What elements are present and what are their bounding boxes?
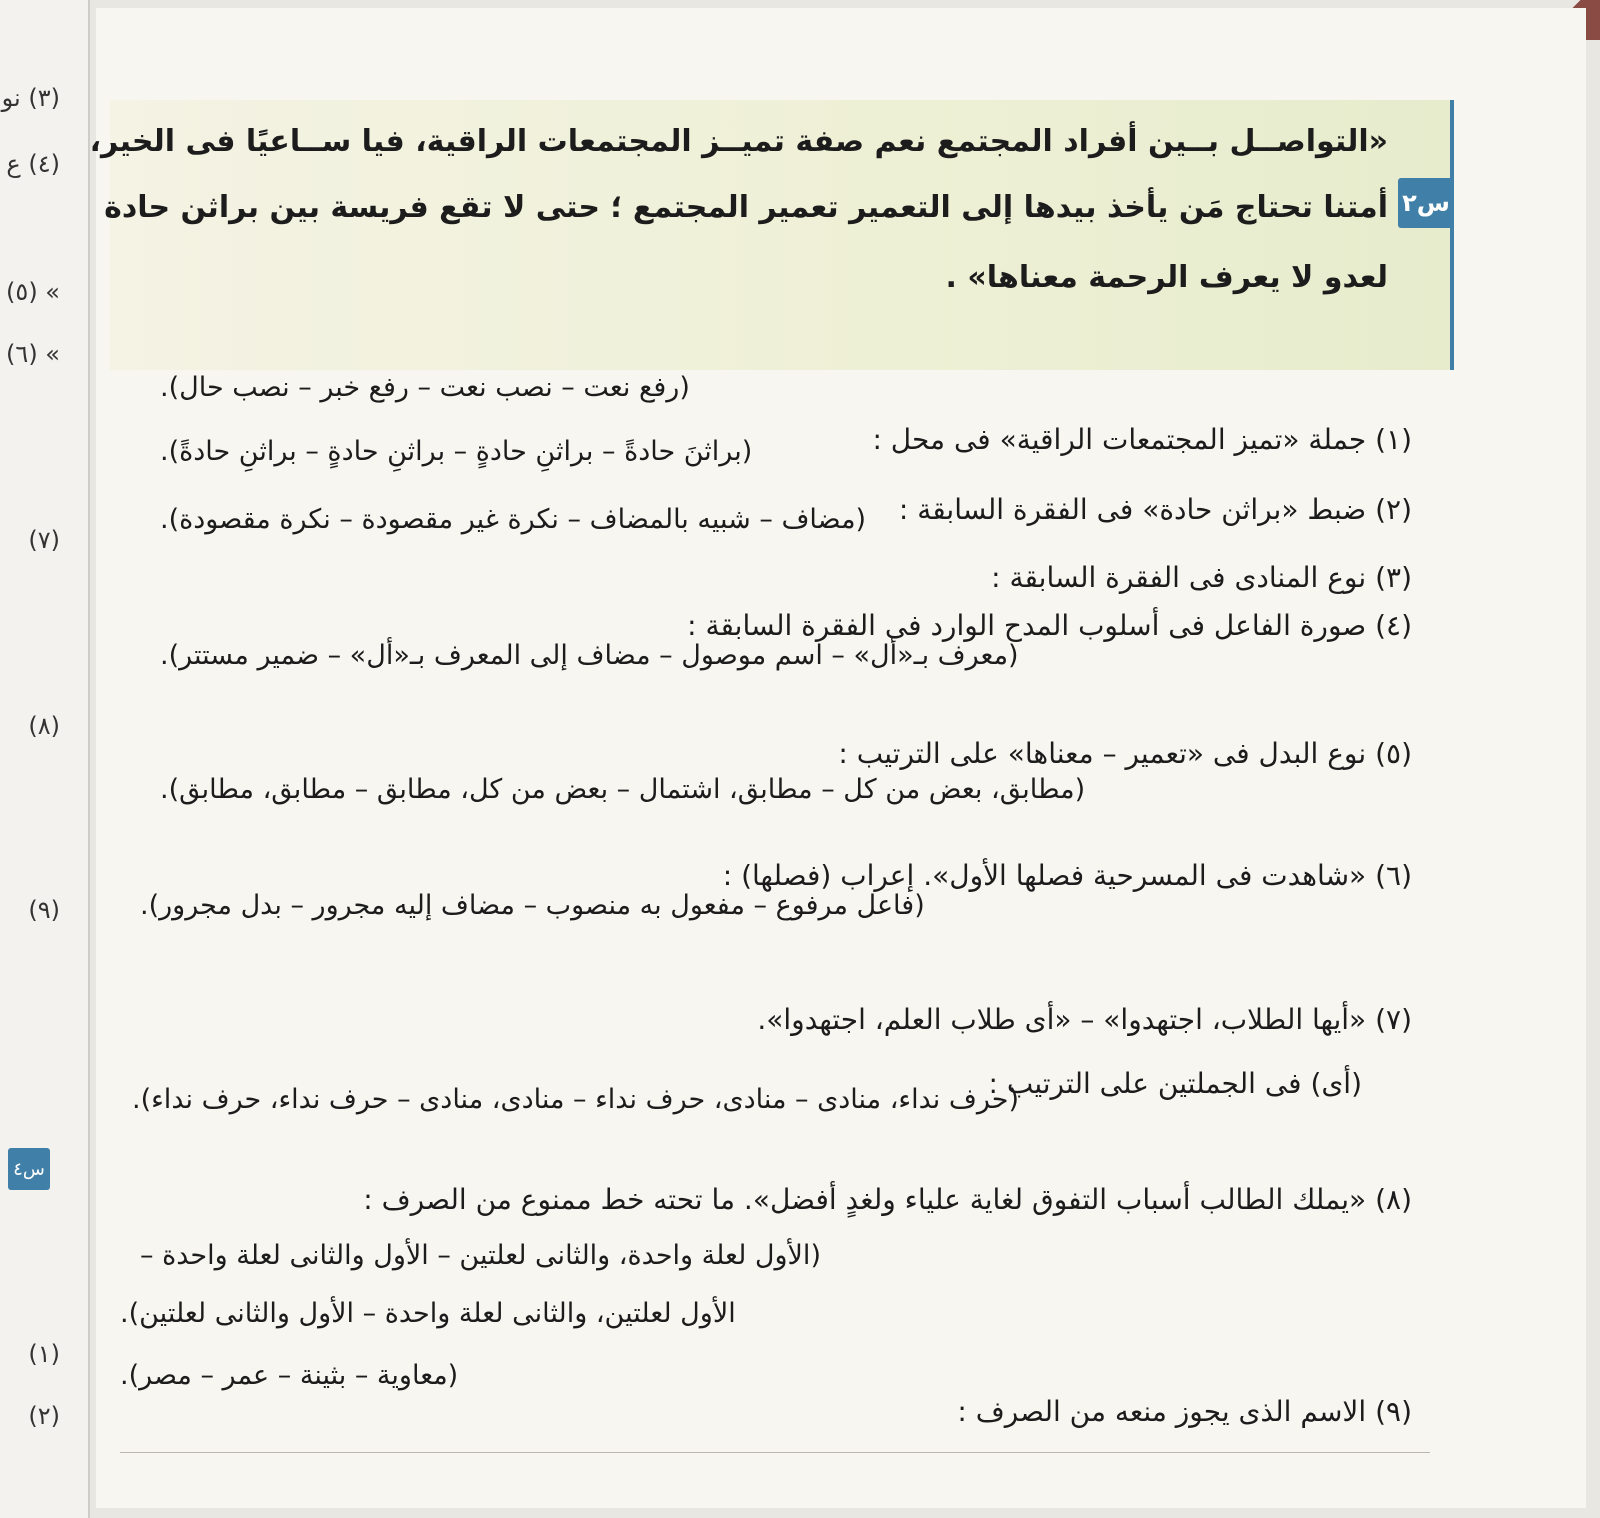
margin-marker: » (٦) xyxy=(6,340,60,368)
question-text: (٨) «يملك الطالب أسباب التفوق لغاية علياء ولغدٍ أفضل». ما تحته خط ممنوع من الصرف : xyxy=(363,1183,1412,1216)
answer-options: (براثنَ حادةً – براثنِ حادةٍ – براثنِ حادةٍ – براثنِ حادةً). xyxy=(160,436,753,467)
question-text: (٢) ضبط «براثن حادة» فى الفقرة السابقة : xyxy=(898,493,1412,526)
question-badge-left: س٤ xyxy=(8,1148,50,1190)
margin-marker: (٨) xyxy=(28,712,60,740)
question-text: (٧) «أيها الطلاب، اجتهدوا» – «أى طلاب العلم، اجتهدوا». xyxy=(757,1003,1412,1036)
question-subtext: (أى) فى الجملتين على الترتيب : xyxy=(988,1067,1362,1100)
answer-options: الأول لعلتين، والثانى لعلة واحدة – الأول والثانى لعلتين). xyxy=(120,1298,736,1329)
margin-marker: (٣) نو xyxy=(1,84,60,112)
question-text: (٣) نوع المنادى فى الفقرة السابقة : xyxy=(991,561,1412,594)
answer-options: (مضاف – شبيه بالمضاف – نكرة غير مقصودة – نكرة مقصودة). xyxy=(160,504,867,535)
question-text: (١) جملة «تميز المجتمعات الراقية» فى محل : xyxy=(872,423,1412,456)
question-text: (٩) الاسم الذى يجوز منعه من الصرف : xyxy=(957,1395,1412,1428)
answer-options: (معرف بـ«أل» – اسم موصول – مضاف إلى المعرف بـ«أل» – ضمير مستتر). xyxy=(160,640,1019,671)
margin-marker: (١) xyxy=(28,1340,60,1368)
margin-marker: (٧) xyxy=(28,526,60,554)
margin-marker: » (٥) xyxy=(6,278,60,306)
margin-marker: (٩) xyxy=(28,896,60,924)
answer-options: (معاوية – بثينة – عمر – مصر). xyxy=(120,1360,459,1391)
margin-marker: (٤) ع xyxy=(6,150,60,178)
answer-options: (فاعل مرفوع – مفعول به منصوب – مضاف إليه مجرور – بدل مجرور). xyxy=(140,890,925,921)
passage-line: لعدو لا يعرف الرحمة معناها» . xyxy=(945,260,1388,295)
answer-options: (رفع نعت – نصب نعت – رفع خبر – نصب حال). xyxy=(160,372,690,403)
passage-line: أمتنا تحتاج مَن يأخذ بيدها إلى التعمير تعمير المجتمع ؛ حتى لا تقع فريسة بين براثن حادة xyxy=(104,190,1388,225)
margin-marker: (٢) xyxy=(28,1402,60,1430)
answer-options: (مطابق، بعض من كل – مطابق، اشتمال – بعض من كل، مطابق – مطابق، مطابق). xyxy=(160,774,1086,805)
question-text: (٥) نوع البدل فى «تعمير – معناها» على الترتيب : xyxy=(838,737,1412,770)
question-text: (٤) صورة الفاعل فى أسلوب المدح الوارد فى الفقرة السابقة : xyxy=(687,609,1412,642)
question-text: (٦) «شاهدت فى المسرحية فصلها الأول». إعراب (فصلها) : xyxy=(722,859,1412,892)
adjacent-page xyxy=(0,0,90,1518)
passage-line: «التواصــل بــين أفراد المجتمع نعم صفة تميــز المجتمعات الراقية، فيا ســاعيًا فى الخير، xyxy=(89,124,1388,159)
page-bottom-rule xyxy=(120,1452,1430,1453)
question-badge: س٢ xyxy=(1398,178,1454,228)
answer-options: (حرف نداء، منادى – منادى، حرف نداء – منادى، منادى – حرف نداء، حرف نداء). xyxy=(132,1084,1019,1115)
answer-options: (الأول لعلة واحدة، والثانى لعلتين – الأول والثانى لعلة واحدة – xyxy=(140,1240,821,1271)
